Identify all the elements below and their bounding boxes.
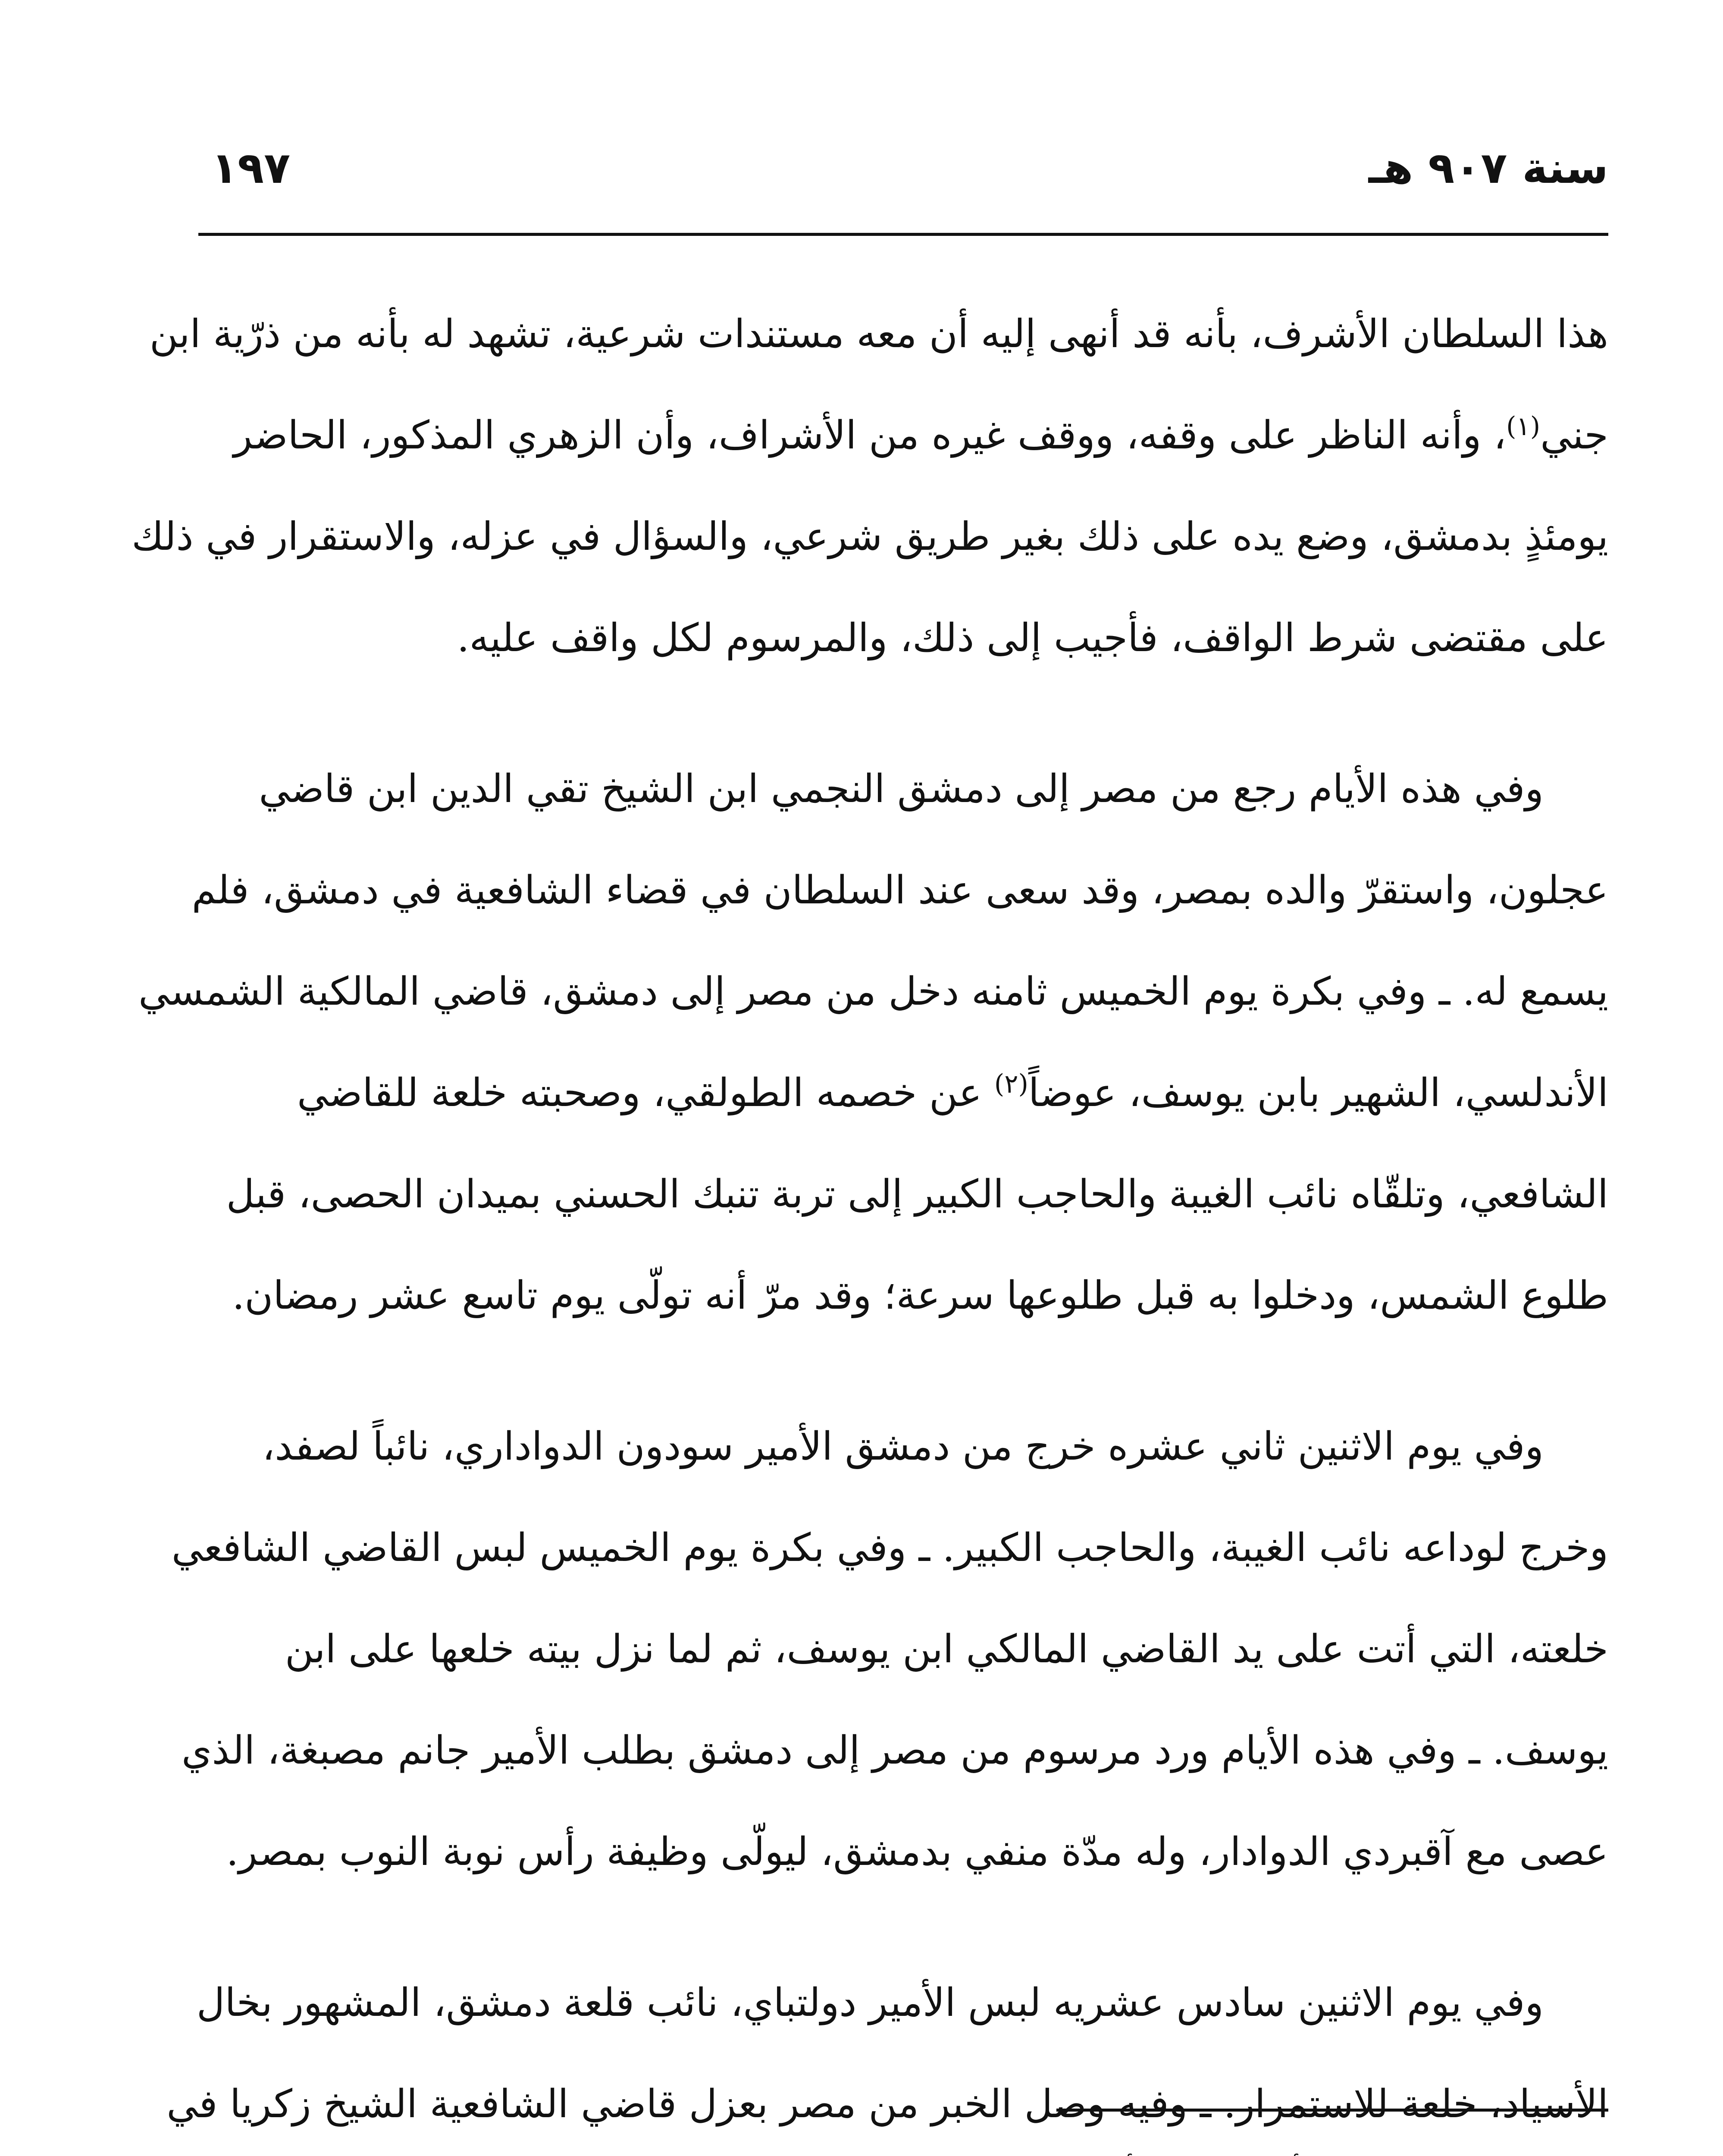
text-line: طلوع الشمس، ودخلوا به قبل طلوعها سرعة؛ وقد مرّ أنه تولّى يوم تاسع عشر رمضان.: [232, 1273, 1608, 1318]
text-line: عصى مع آقبردي الدوادار، وله مدّة منفي بدمشق، ليولّى وظيفة رأس نوبة النوب بمصر.: [226, 1829, 1608, 1874]
footnote-number: [1535, 2147, 1608, 2156]
page-number: ١٩٧: [211, 143, 291, 193]
footnote-ref[interactable]: (١): [1506, 411, 1541, 442]
text-span: الأندلسي، الشهير بابن يوسف، عوضاً: [1028, 1070, 1608, 1116]
paragraph: [138, 738, 1608, 1346]
text-line: وفي هذه الأيام رجع من مصر إلى دمشق النجمي ابن الشيخ تقي الدين ابن قاضي: [259, 766, 1544, 812]
text-line: وفي يوم الاثنين سادس عشريه لبس الأمير دولتباي، نائب قلعة دمشق، المشهور بخال: [196, 1980, 1544, 2025]
paragraph: [132, 283, 1608, 689]
paragraph: [171, 1396, 1608, 1902]
text-line: خلعته، التي أتت على يد القاضي المالكي ابن يوسف، ثم لما نزل بيته خلعها على ابن: [285, 1626, 1608, 1672]
running-title: سنة ٩٠٧ هـ: [1368, 143, 1608, 193]
book-page: [132, 125, 1608, 2156]
text-line: يوسف. ـ وفي هذه الأيام ورد مرسوم من مصر إلى دمشق بطلب الأمير جانم مصبغة، الذي: [182, 1728, 1608, 1773]
text-span: جني: [1540, 413, 1608, 458]
text-line: وفي يوم الاثنين ثاني عشره خرج من دمشق الأمير سودون الدواداري، نائباً لصفد،: [262, 1424, 1544, 1469]
text-span: عن خصمه الطولقي، وصحبته خلعة للقاضي: [297, 1070, 994, 1116]
footnote-divider: [1056, 2109, 1608, 2112]
page-header: [198, 125, 1608, 236]
text-line: وخرج لوداعه نائب الغيبة، والحاجب الكبير. ـ وفي بكرة يوم الخميس لبس القاضي الشافعي: [171, 1525, 1608, 1570]
footnote-item: [198, 2147, 1608, 2156]
text-line: يومئذٍ بدمشق، وضع يده على ذلك بغير طريق شرعي، والسؤال في عزله، والاستقرار في ذلك: [132, 514, 1608, 559]
text-line: هذا السلطان الأشرف، بأنه قد أنهى إليه أن معه مستندات شرعية، تشهد له بأنه من ذرّية ابن: [149, 311, 1608, 357]
text-line: الشافعي، وتلقّاه نائب الغيبة والحاجب الكبير إلى تربة تنبك الحسني بميدان الحصى، قبل: [226, 1172, 1608, 1217]
text-line: عجلون، واستقرّ والده بمصر، وقد سعى عند السلطان في قضاء الشافعية في دمشق، فلم: [191, 868, 1608, 913]
footnote-text: [781, 2147, 1535, 2156]
text-line: [198, 1042, 1608, 1144]
text-span: ، وأنه الناظر على وقفه، ووقف غيره من الأشراف، وأن الزهري المذكور، الحاضر: [233, 413, 1507, 458]
text-line: يسمع له. ـ وفي بكرة يوم الخميس ثامنه دخل من مصر إلى دمشق، قاضي المالكية الشمسي: [138, 969, 1608, 1014]
text-line: [198, 385, 1608, 486]
body-text: [132, 283, 1608, 2156]
footnote-ref[interactable]: (٢): [994, 1069, 1028, 1099]
text-line: الأسياد، خلعة للاستمرار. ـ وفيه وصل الخبر من مصر بعزل قاضي الشافعية الشيخ زكريا في: [166, 2081, 1608, 2127]
text-line: على مقتضى شرط الواقف، فأجيب إلى ذلك، والمرسوم لكل واقف عليه.: [457, 615, 1608, 661]
paragraph: [166, 1952, 1608, 2156]
footnotes: [198, 2147, 1608, 2156]
